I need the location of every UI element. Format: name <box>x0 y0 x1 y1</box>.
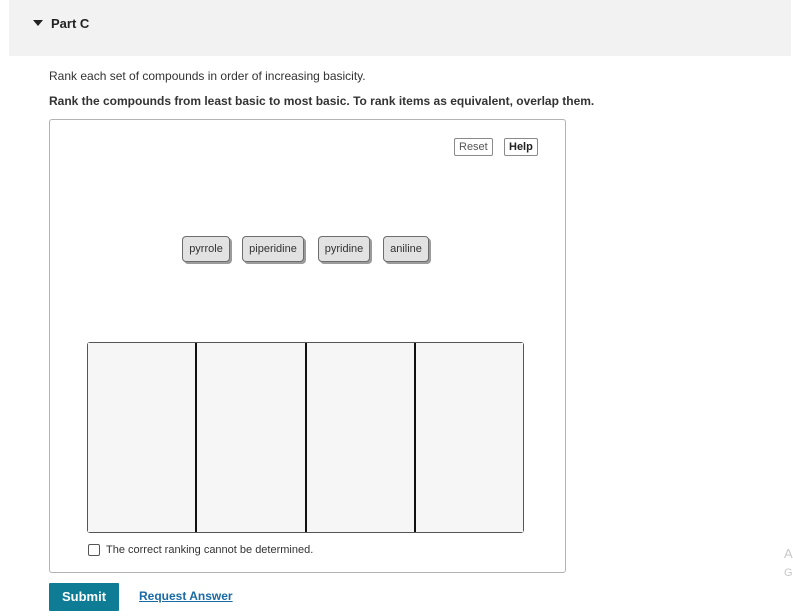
rank-bin-3[interactable] <box>307 343 416 532</box>
compound-chip-pyridine[interactable]: pyridine <box>318 236 370 262</box>
compound-chip-piperidine[interactable]: piperidine <box>242 236 304 262</box>
question-instruction: Rank each set of compounds in order of increasing basicity. <box>49 69 366 83</box>
reset-button[interactable]: Reset <box>454 138 493 156</box>
cannot-determine-label[interactable]: The correct ranking cannot be determined. <box>106 544 314 556</box>
compound-chip-pyrrole[interactable]: pyrrole <box>182 236 230 262</box>
cannot-determine-row[interactable] <box>88 542 313 558</box>
help-button[interactable]: Help <box>504 138 538 156</box>
ranking-instruction: Rank the compounds from least basic to most basic. To rank items as equivalent, overlap them. <box>49 94 595 108</box>
edge-letter: A <box>784 546 793 561</box>
part-header[interactable] <box>9 0 791 56</box>
rank-bin-2[interactable] <box>197 343 306 532</box>
rank-bin-1[interactable] <box>88 343 197 532</box>
cannot-determine-checkbox[interactable] <box>88 544 100 556</box>
ranking-bins <box>87 342 524 533</box>
edge-letter: G <box>784 567 793 579</box>
request-answer-link[interactable]: Request Answer <box>139 589 233 603</box>
submit-button[interactable]: Submit <box>49 583 119 611</box>
part-title: Part C <box>51 16 90 31</box>
ranking-widget <box>49 119 566 573</box>
compound-chip-aniline[interactable]: aniline <box>383 236 429 262</box>
rank-bin-4[interactable] <box>416 343 523 532</box>
collapse-triangle-icon[interactable] <box>33 20 43 26</box>
